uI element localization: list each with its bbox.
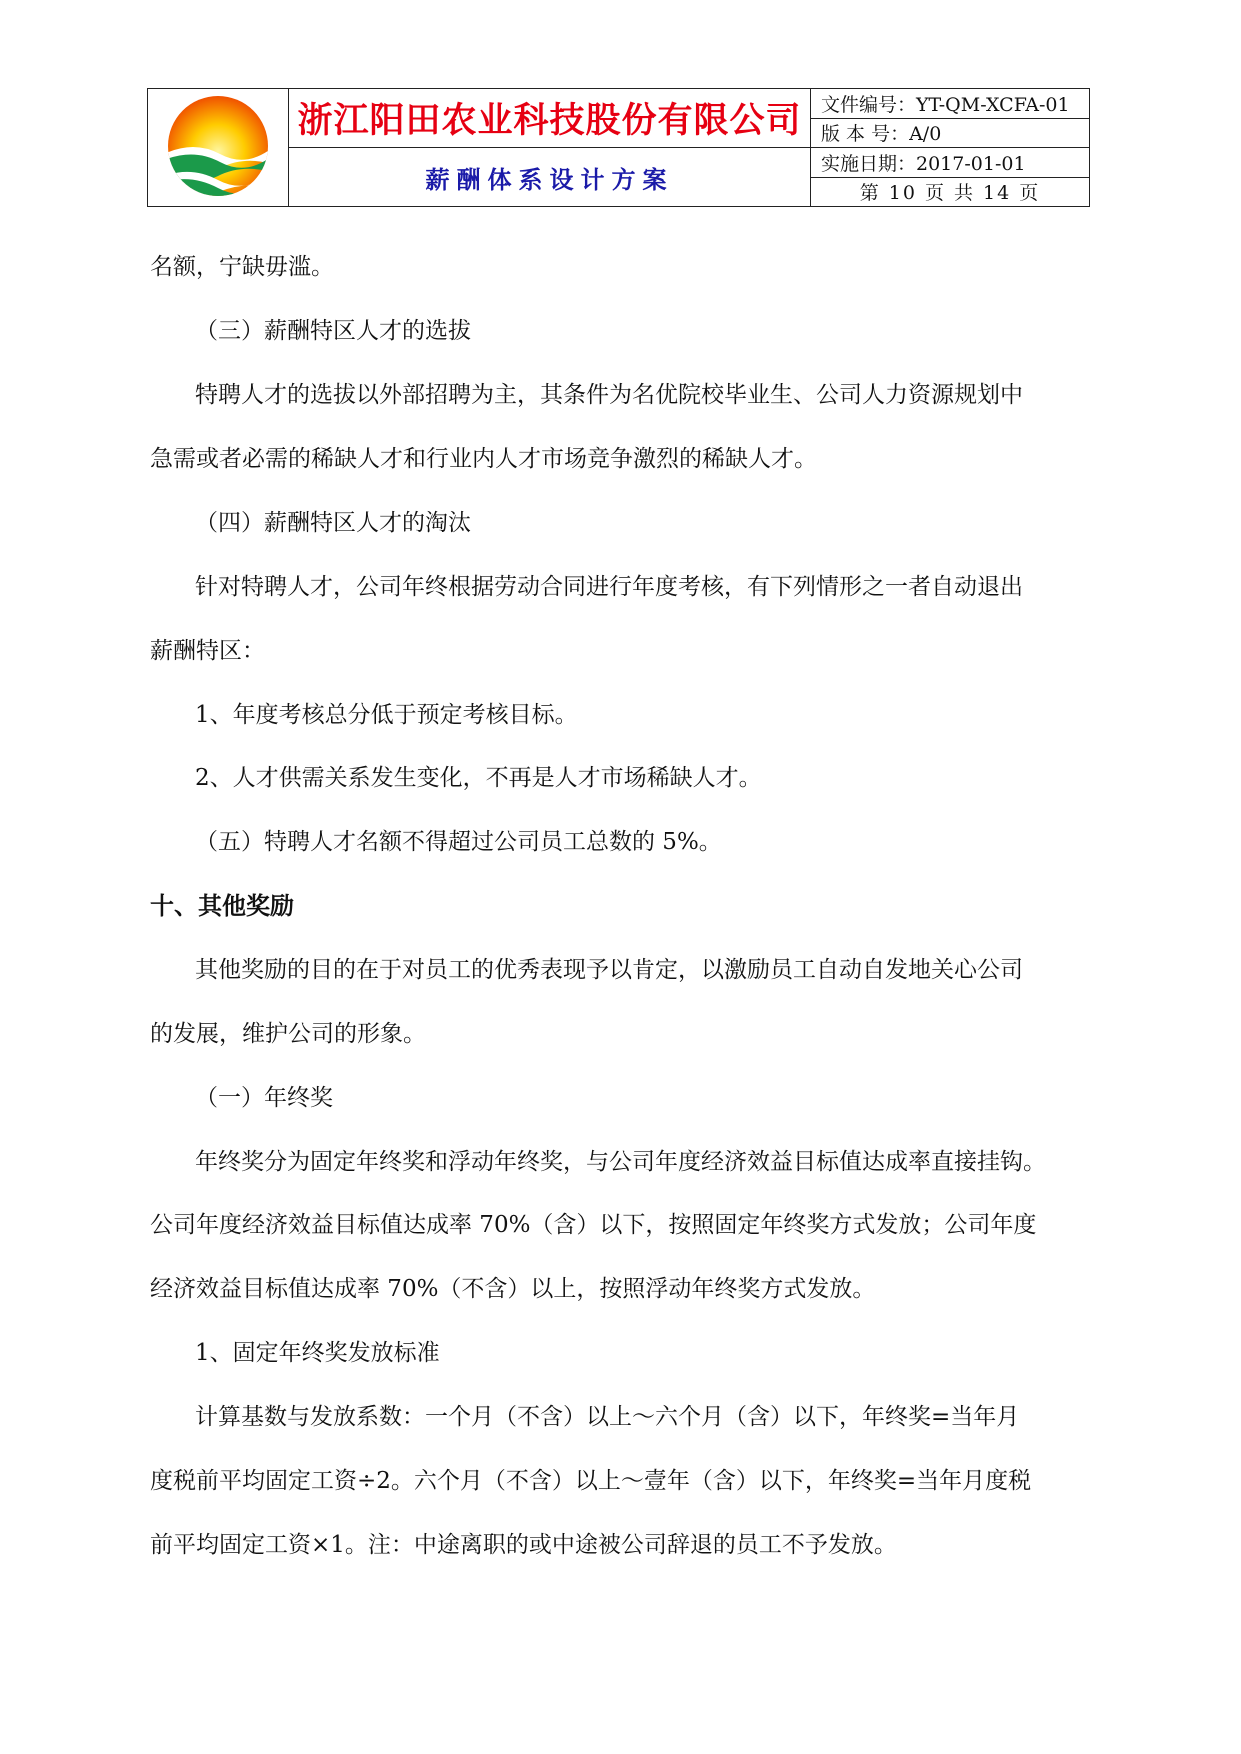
paragraph-line: 前平均固定工资×1。注：中途离职的或中途被公司辞退的员工不予发放。 <box>150 1532 897 1558</box>
paragraph-line: 度税前平均固定工资÷2。六个月（不含）以上～壹年（含）以下，年终奖=当年月度税 <box>150 1468 1032 1494</box>
document-header <box>147 88 1090 207</box>
paragraph-line: 薪酬特区： <box>150 638 265 664</box>
subheading-line: （四）薪酬特区人才的淘汰 <box>195 510 471 536</box>
section-heading: 十、其他奖励 <box>150 892 294 920</box>
paragraph-line: 特聘人才的选拔以外部招聘为主，其条件为名优院校毕业生、公司人力资源规划中 <box>195 382 1023 408</box>
company-name: 浙江阳田农业科技股份有限公司 <box>289 89 811 148</box>
paragraph-line: （五）特聘人才名额不得超过公司员工总数的 5%。 <box>195 829 722 855</box>
doc-number: 文件编号：YT-QM-XCFA-01 <box>811 89 1090 119</box>
version-number: 版 本 号：A/0 <box>811 118 1090 148</box>
effective-date: 实施日期：2017-01-01 <box>811 148 1090 178</box>
document-title: 薪酬体系设计方案 <box>289 148 811 207</box>
list-item: 2、人才供需关系发生变化，不再是人才市场稀缺人才。 <box>195 765 762 791</box>
sun-wave-logo-icon <box>164 92 272 200</box>
paragraph-line: 其他奖励的目的在于对员工的优秀表现予以肯定，以激励员工自动自发地关心公司 <box>195 957 1023 983</box>
list-item: 1、年度考核总分低于预定考核目标。 <box>195 702 578 728</box>
paragraph-line: 公司年度经济效益目标值达成率 70%（含）以下，按照固定年终奖方式发放；公司年度 <box>150 1212 1037 1238</box>
paragraph-line: 急需或者必需的稀缺人才和行业内人才市场竞争激烈的稀缺人才。 <box>150 446 817 472</box>
paragraph-line: 计算基数与发放系数：一个月（不含）以上～六个月（含）以下，年终奖=当年月 <box>195 1404 1020 1430</box>
paragraph-line: 针对特聘人才，公司年终根据劳动合同进行年度考核，有下列情形之一者自动退出 <box>195 574 1023 600</box>
logo-cell <box>148 89 289 207</box>
paragraph-line: 的发展，维护公司的形象。 <box>150 1021 426 1047</box>
page-info: 第 10 页 共 14 页 <box>811 177 1090 207</box>
paragraph-line: 经济效益目标值达成率 70%（不含）以上，按照浮动年终奖方式发放。 <box>150 1276 876 1302</box>
subheading-line: （三）薪酬特区人才的选拔 <box>195 318 471 344</box>
paragraph-line: 名额，宁缺毋滥。 <box>150 254 334 280</box>
paragraph-line: 年终奖分为固定年终奖和浮动年终奖，与公司年度经济效益目标值达成率直接挂钩。 <box>195 1149 1046 1175</box>
subheading-line: （一）年终奖 <box>195 1085 333 1111</box>
list-item: 1、固定年终奖发放标准 <box>195 1340 440 1366</box>
